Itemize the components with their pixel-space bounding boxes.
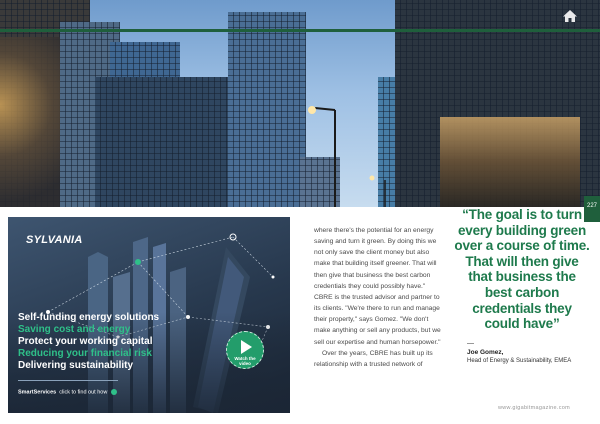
site-url[interactable]: www.gigabitmagazine.com [498,405,571,411]
home-icon[interactable] [562,8,578,24]
pull-quote [453,207,591,364]
advert-taglines [18,312,159,372]
advert-line-5: Delivering sustainability [18,360,134,371]
advert-line-4: Reducing your financial risk [18,348,152,359]
quote-dash: — [467,339,474,347]
article-paragraph-1: where there's the potential for an energy saving and turn it green. By doing this we not only save the client money but also make that building itself greener. That will then give that business the best carbon credentials they could possibly have." CBRE is the trusted advisor and partner to its clients. "We're there to run and manage their property," says Gomez. "We don't make anything or sell any products, but we sell our expertise and human horsepower." [314,227,441,346]
quote-author-role: Head of Energy & Sustainability, EMEA [467,357,572,364]
article-paragraph-2: Over the years, CBRE has built up its relationship with a trusted network of [314,349,433,368]
arrow-dot-icon [111,389,117,395]
smartservices-brand: SmartServices [18,389,57,396]
quote-text: “The goal is to turn every building green over a course of time. That will then give that business the best carbon credentials they could have” [454,207,590,332]
play-icon [241,340,252,354]
watch-video-label: Watch the video [234,356,256,366]
advert-line-1: Self-funding energy solutions [18,312,160,323]
quote-author: Joe Gomez, [467,348,504,356]
article-body [314,225,442,370]
advert-divider [18,380,118,381]
sylvania-logo: SYLVANIA [26,234,83,246]
watch-video-button[interactable] [226,331,264,369]
advert-line-2: Saving cost and energy [18,324,131,335]
page-number: 227 [584,196,600,222]
advert-footer-text: click to find out how [59,389,108,396]
hero-green-rule [0,29,600,32]
advert-footer-link[interactable] [18,389,117,395]
advert-line-3: Protect your working capital [18,336,153,347]
hero-photo [0,0,600,207]
